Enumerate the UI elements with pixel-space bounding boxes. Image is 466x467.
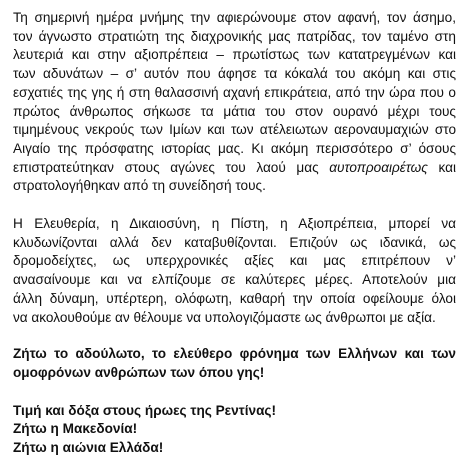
document-page [13,9,456,458]
text-line: δρομοδείχτες, ως υπερχρονικές αξίες και μας επιτρέπουν ν’ [13,253,456,269]
text-line: Η Ελευθερία, η Δικαιοσύνη, η Πίστη, η Αξιοπρέπεια, μπορεί να [13,216,456,232]
text-line: στρατολογήθηκαν από τη συνείδησή τους. [13,178,266,194]
text-line: άλλη δύναμη, υπέρτερη, ολόφωτη, καθαρή την οποία οφείλουμε όλοι [13,290,456,306]
text-segment: και [427,159,456,175]
italic-word: αυτοπροαιρέτως [329,159,428,175]
text-line: Ζήτω η Μακεδονία! [13,421,138,437]
text-line: Αιγαίο της πρόσφατης ιστορίας μας. Κι ακόμη περισσότερο σ’ όσους [13,140,456,156]
text-line: Ζήτω το αδούλωτο, το ελεύθερο φρόνημα των Ελλήνων και των [13,346,456,362]
text-segment: επιστρατεύτηκαν στους αγώνες του λαού μας [13,159,330,175]
text-line: εσχατιές της γης ή στη θαλασσινή αχανή επικράτεια, από την ώρα που ο [13,84,456,100]
text-line-with-italic [13,159,456,178]
text-line: λευτεριά και στην αξιοπρέπεια – πρωτίστως των κατατρεγμένων και [13,47,456,63]
text-line: Τη σημερινή ημέρα μνήμης την αφιερώνουμε στον αφανή, τον άσημο, [13,10,456,25]
paragraph-values [13,215,456,327]
text-line: τον άγνωστο στρατιώτη της διαχρονικής μας πατρίδας, τον ταμένο στη [13,28,456,44]
text-line: Τιμή και δόξα στους ήρωες της Ρεντίνας! [13,402,277,418]
text-line: των αδυνάτων – σ’ αυτόν που άφησε τα κόκαλά του ακόμη και στις [13,66,456,82]
text-line: πρώτος άνθρωπος σήκωσε τα μάτια του στον ουρανό μέχρι τους [13,103,456,119]
text-line: Ζήτω η αιώνια Ελλάδα! [13,440,164,456]
text-line: τιμημένους νεκρούς των Ιμίων και των ατέλειωτων αεροναυμαχιών στο [13,122,456,138]
text-line: κλυδωνίζονται αλλά δεν καταβυθίζονται. Επιζούν ως ιδανικά, ως [13,234,456,250]
paragraph-memorial-dedication [13,9,456,196]
text-line: ανασαίνουμε και να ελπίζουμε σε καλύτερες μέρες. Αποτελούν μια [13,272,456,288]
paragraph-closing-cheers [13,402,456,458]
text-line: να ακολουθούμε αν θέλουμε να υπολογιζόμαστε ως άνθρωποι με αξία. [13,309,436,325]
paragraph-bold-slogan [13,345,456,382]
text-line: ομοφρόνων ανθρώπων των όπου γης! [13,364,265,380]
